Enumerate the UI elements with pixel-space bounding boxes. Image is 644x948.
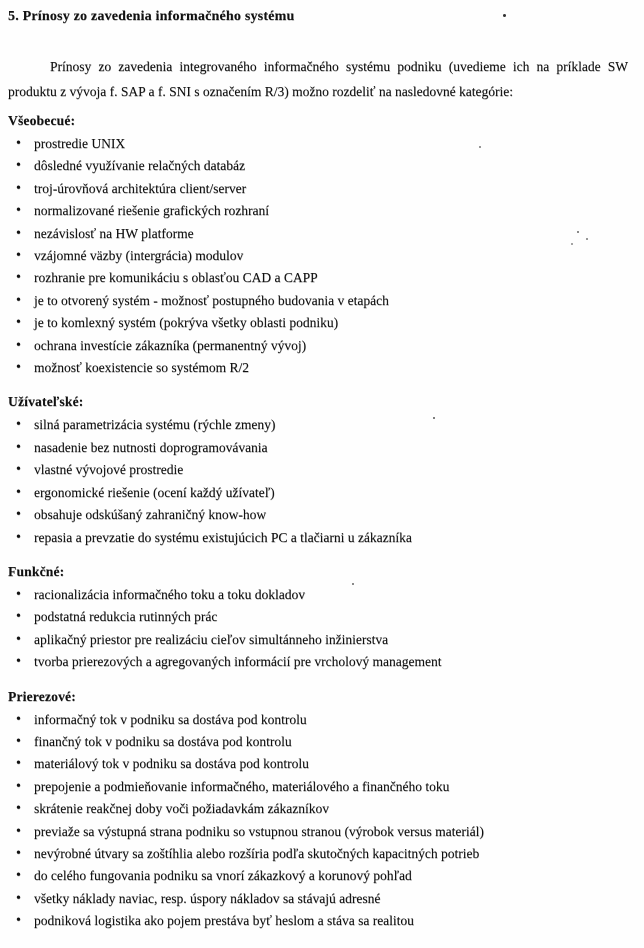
bullet-list: [8, 414, 628, 548]
list-item: [8, 245, 628, 267]
section-heading: Funkčné:: [8, 563, 65, 579]
list-item-text: ergonomické riešenie (ocení každý užívateľ): [34, 484, 275, 500]
list-item: [8, 482, 628, 504]
scan-artifact: [352, 583, 354, 585]
list-item: [8, 267, 628, 289]
list-item-text: prostredie UNIX: [34, 136, 126, 151]
list-item-text: materiálový tok v podniku sa dostáva pod kontrolu: [34, 756, 309, 772]
scan-artifact: [577, 231, 579, 233]
list-item-text: racionalizácia informačného toku a toku dokladov: [34, 586, 306, 602]
list-item: [8, 290, 628, 312]
list-item-text: je to komlexný systém (pokrýva všetky oblasti podniku): [34, 315, 339, 331]
section-funkcne: [8, 563, 628, 674]
bullet-list: [8, 584, 628, 674]
list-item-text: možnosť koexistencie so systémom R/2: [34, 360, 249, 376]
list-item: [8, 798, 628, 820]
list-item: [8, 584, 628, 606]
list-item-text: nevýrobné útvary sa zoštíhlia alebo rozšíria podľa skutočných kapacitných potrieb: [34, 845, 480, 861]
page-title: 5. Prínosy zo zavedenia informačného systému: [8, 9, 295, 24]
scan-artifact: [503, 14, 506, 17]
list-item-text: podniková logistika ako pojem prestáva byť heslom a stáva sa realitou: [34, 913, 414, 929]
list-item: [8, 821, 628, 843]
section-heading: Prierezové:: [8, 688, 76, 704]
list-item: [8, 200, 628, 222]
list-item-text: troj-úrovňová architektúra client/server: [34, 180, 247, 196]
list-item: [8, 437, 628, 459]
list-item-text: normalizované riešenie grafických rozhraní: [34, 203, 270, 219]
list-item: [8, 731, 628, 753]
list-item: [8, 223, 628, 245]
list-item: [8, 865, 628, 887]
list-item: [8, 357, 628, 379]
list-item-text: prepojenie a podmieňovanie informačného, materiálového a finančného toku: [34, 778, 450, 794]
scan-artifact: [433, 417, 435, 419]
list-item-text: rozhranie pre komunikáciu s oblasťou CAD a CAPP: [34, 270, 318, 286]
list-item-text: previaže sa výstupná strana podniku so vstupnou stranou (výrobok versus materiál): [34, 823, 484, 839]
bullet-list: [8, 709, 628, 933]
list-item: [8, 459, 628, 481]
list-item-text: podstatná redukcia rutinných prác: [34, 609, 218, 625]
list-item: [8, 629, 628, 651]
scan-artifact: [586, 238, 588, 240]
section-vseobecne: [8, 112, 628, 379]
scan-artifact: [479, 146, 481, 148]
list-item-text: tvorba prierezových a agregovaných informácií pre vrcholový management: [34, 654, 442, 670]
list-item: [8, 178, 628, 200]
list-item-text: informačný tok v podniku sa dostáva pod kontrolu: [34, 711, 307, 727]
list-item: [8, 709, 628, 731]
list-item-text: všetky náklady naviac, resp. úspory nákladov sa stávajú adresné: [34, 890, 381, 906]
list-item-text: silná parametrizácia systému (rýchle zmeny): [34, 417, 276, 433]
list-item-text: finančný tok v podniku sa dostáva pod kontrolu: [34, 733, 292, 749]
bullet-list: [8, 133, 628, 379]
list-item-text: obsahuje odskúšaný zahraničný know-how: [34, 507, 267, 523]
list-item: [8, 335, 628, 357]
list-item: [8, 843, 628, 865]
list-item-text: nasadenie bez nutnosti doprogramovávania: [34, 439, 268, 455]
list-item: [8, 606, 628, 628]
list-item: [8, 888, 628, 910]
list-item-text: aplikačný priestor pre realizáciu cieľov simultánneho inžinierstva: [34, 631, 389, 647]
list-item-text: repasia a prevzatie do systému existujúcich PC a tlačiarni u zákazníka: [34, 529, 412, 545]
list-item: [8, 910, 628, 932]
list-item-text: vlastné vývojové prostredie: [34, 462, 184, 478]
list-item: [8, 753, 628, 775]
list-item-text: vzájomné väzby (intergrácia) modulov: [34, 248, 244, 264]
list-item: [8, 414, 628, 436]
list-item: [8, 155, 628, 177]
list-item: [8, 504, 628, 526]
list-item-text: je to otvorený systém - možnosť postupného budovania v etapách: [34, 292, 389, 308]
section-prierezove: [8, 688, 628, 933]
section-heading: Užívateľské:: [8, 394, 84, 410]
list-item: [8, 133, 628, 155]
list-item: [8, 527, 628, 549]
list-item: [8, 312, 628, 334]
list-item-text: do celého fungovania podniku sa vnorí zákazkový a korunový pohľad: [34, 868, 412, 884]
intro-paragraph: Prínosy zo zavedenia integrovaného informačného systému podniku (uvedieme ich na príklade SW produktu z vývoja f. SAP a f. SNI s označením R/3) možno rozdeliť na nasledovné kategórie:: [8, 59, 628, 99]
list-item-text: ochrana investície zákazníka (permanentný vývoj): [34, 337, 307, 353]
scan-artifact: [571, 243, 573, 245]
list-item: [8, 651, 628, 673]
list-item-text: skrátenie reakčnej doby voči požiadavkám zákazníkov: [34, 801, 329, 817]
list-item: [8, 776, 628, 798]
section-heading: Všeobecué:: [8, 113, 76, 128]
list-item-text: nezávislosť na HW platforme: [34, 225, 194, 241]
list-item-text: dôsledné využívanie relačných databáz: [34, 158, 246, 174]
section-uzivatelske: [8, 393, 628, 548]
